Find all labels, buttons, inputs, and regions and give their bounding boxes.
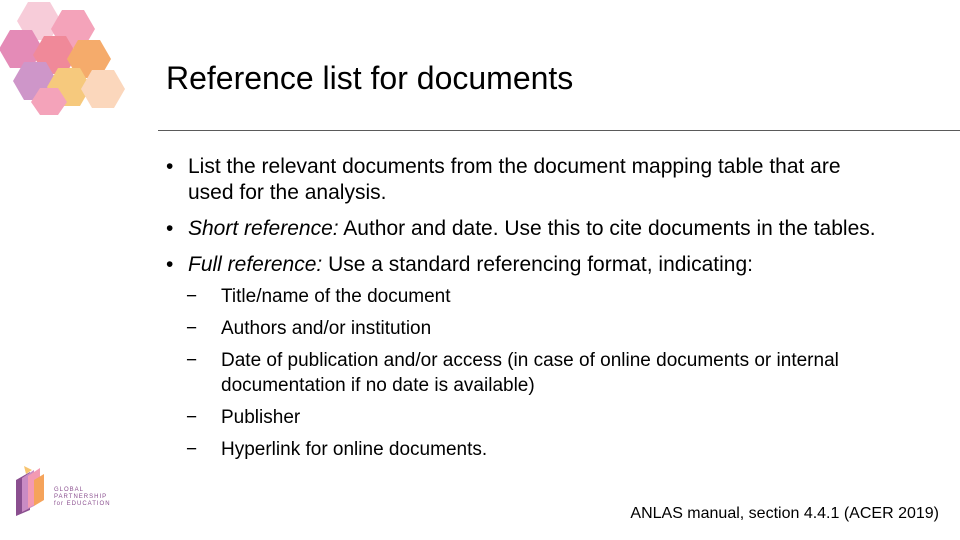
bullet-text: Author and date. Use this to cite documents in the tables.	[338, 217, 876, 240]
bullet-list	[166, 154, 886, 469]
bullet-text: Use a standard referencing format, indicating:	[322, 253, 753, 276]
gpe-books-logo-icon	[10, 466, 120, 516]
sub-text: Publisher	[221, 407, 301, 428]
sub-text: Title/name of the document	[221, 286, 451, 307]
sub-text: Authors and/or institution	[221, 318, 432, 339]
sub-text: Date of publication and/or access (in case of online documents or internal documentation if no date is available)	[221, 350, 839, 396]
bullet-lead: Full reference:	[188, 253, 323, 276]
footer-logo-text: GLOBAL PARTNERSHIP for EDUCATION	[54, 487, 111, 507]
sub-marker: −	[186, 407, 198, 428]
bullet-lead: Short reference:	[188, 217, 339, 240]
bullet-marker: •	[166, 253, 174, 276]
sub-text: Hyperlink for online documents.	[221, 439, 488, 460]
sub-item	[166, 437, 886, 462]
sub-item	[166, 348, 886, 398]
sub-item	[166, 316, 886, 341]
bullet-item	[166, 154, 886, 206]
sub-list	[166, 284, 886, 462]
bullet-text: List the relevant documents from the document mapping table that are used for the analysis.	[188, 155, 841, 204]
sub-item	[166, 284, 886, 309]
bullet-marker: •	[166, 217, 174, 240]
source-citation: ANLAS manual, section 4.4.1 (ACER 2019)	[630, 505, 939, 522]
slide-title: Reference list for documents	[166, 60, 574, 96]
sub-marker: −	[186, 439, 198, 460]
sub-marker: −	[186, 318, 198, 339]
bullet-marker: •	[166, 155, 174, 178]
books-icon	[10, 466, 54, 516]
title-divider	[158, 130, 960, 131]
sub-marker: −	[186, 286, 198, 307]
sub-marker: −	[186, 350, 198, 371]
bullet-item	[166, 252, 886, 278]
sub-item	[166, 405, 886, 430]
bullet-item	[166, 216, 886, 242]
hexagon-cluster-icon	[0, 0, 130, 115]
